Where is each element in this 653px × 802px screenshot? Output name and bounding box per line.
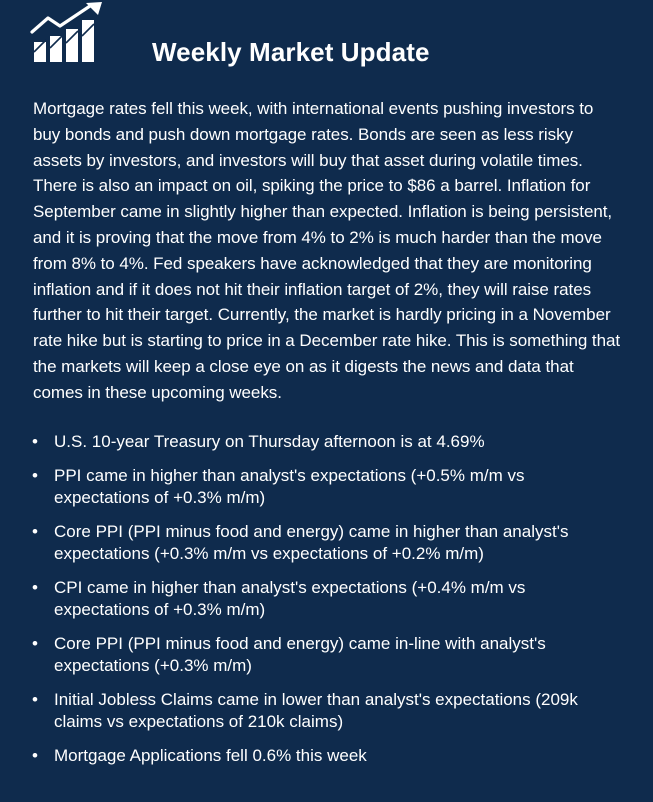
list-item-text: CPI came in higher than analyst's expectations (+0.4% m/m vs expectations of +0.3% m/m) [54,578,526,619]
bullet-icon: • [32,432,38,451]
list-item-text: PPI came in higher than analyst's expectations (+0.5% m/m vs expectations of +0.3% m/m) [54,466,525,507]
list-item-text: U.S. 10-year Treasury on Thursday afternoon is at 4.69% [54,432,485,451]
list-item-text: Initial Jobless Claims came in lower than analyst's expectations (209k claims vs expectations of 210k claims) [54,690,578,731]
bullet-icon: • [32,690,38,709]
bullet-icon: • [32,634,38,653]
list-item [0,431,653,453]
chart-growth-icon [30,2,110,64]
bullet-icon: • [32,466,38,485]
page-title: Weekly Market Update [152,37,430,67]
list-item [0,745,653,767]
list-item-text: Core PPI (PPI minus food and energy) came in-line with analyst's expectations (+0.3% m/m) [54,634,546,675]
key-points-list [0,431,653,779]
list-item [0,577,653,621]
bullet-icon: • [32,522,38,541]
list-item [0,465,653,509]
list-item [0,633,653,677]
intro-paragraph: Mortgage rates fell this week, with international events pushing investors to buy bonds and push down mortgage rates. Bonds are seen as less risky assets by investors, and investors will buy that asset during volatile times. There is also an impact on oil, spiking the price to $86 a barrel. Inflation for September came in slightly higher than expected. Inflation is being persistent, and it is proving that the move from 4% to 2% is much harder than the move from 8% to 4%. Fed speakers have acknowledged that they are monitoring inflation and if it does not hit their inflation target of 2%, they will raise rates further to hit their target. Currently, the market is hardly pricing in a November rate hike but is starting to price in a December rate hike. This is something that the markets will keep a close eye on as it digests the news and data that comes in these upcoming weeks. [33,99,621,402]
list-item [0,689,653,733]
list-item-text: Mortgage Applications fell 0.6% this week [54,746,367,765]
list-item-text: Core PPI (PPI minus food and energy) came in higher than analyst's expectations (+0.3% m/m vs expectations of +0.2% m/m) [54,522,569,563]
bullet-icon: • [32,578,38,597]
list-item [0,521,653,565]
bullet-icon: • [32,746,38,765]
header [0,0,653,80]
